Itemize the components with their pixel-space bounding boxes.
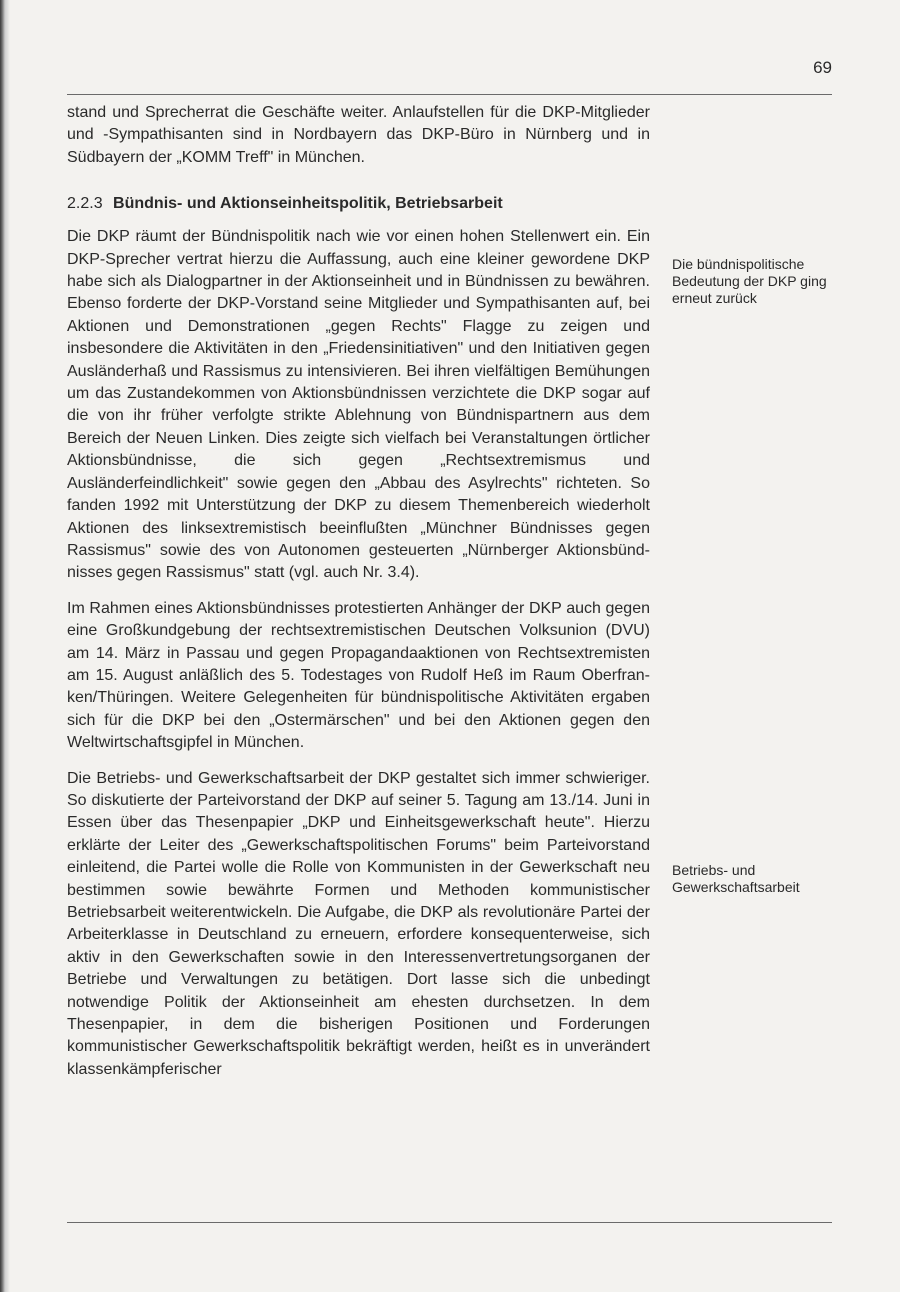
section-heading — [67, 193, 650, 215]
paragraph-aktionsbuendnis: Im Rahmen eines Aktionsbündnisses protestierten Anhänger der DKP auch gegen eine Großkundgebung der rechtsextremistischen Deutschen Volksunion (DVU) am 14. März in Passau und gegen Propagandaaktionen von Rechtsextremisten am 15. August anläßlich des 5. Todestages von Rudolf Heß im Raum Oberfranken/Thüringen. Weitere Gelegenheiten für bündnispolitische Aktivitäten ergaben sich für die DKP bei den „Ostermärschen" und bei den Aktionen gegen den Weltwirtschaftsgipfel in München. — [67, 599, 650, 752]
paragraph-buendnispolitik: Die DKP räumt der Bündnispolitik nach wie vor einen hohen Stellenwert ein. Ein DKP-Sprecher vertrat hierzu die Auffassung, auch eine kleiner gewordene DKP habe sich als Dialogpartner in der Aktionseinheit und in Bündnissen zu bewähren. Ebenso forderte der DKP-Vorstand seine Mitglieder und Sympathisanten auf, bei Aktionen und Demonstrationen „gegen Rechts" Flagge zu zeigen und insbesondere die Aktivitäten in den „Friedensinitiativen" und den Initiativen gegen Ausländerhaß und Rassismus zu intensivieren. Bei ihren vielfältigen Bemühungen um das Zustandekommen von Aktionsbündnissen verzichtete die DKP sogar auf die von ihr früher verfolgte strikte Ablehnung von Bündnispartnern aus dem Bereich der Neuen Linken. Dies zeigte sich vielfach bei Veranstaltungen örtlicher Aktionsbündnisse, die sich gegen „Rechtsextremismus und Ausländerfeindlichkeit" sowie gegen den „Abbau des Asylrechts" richteten. So fanden 1992 mit Unterstützung der DKP zu diesem Themenbereich wiederholt Aktionen des linksextremistisch beeinflußten „Münchner Bündnisses gegen Rassismus" sowie des von Autonomen gesteuerten „Nürnberger Aktionsbündnisses gegen Rassismus" statt (vgl. auch Nr. 3.4). — [67, 228, 650, 582]
top-rule — [67, 94, 832, 95]
page-binding-edge — [0, 0, 10, 1292]
paragraph-betriebsarbeit: Die Betriebs- und Gewerkschaftsarbeit der DKP gestaltet sich immer schwieriger. So diskutierte der Parteivorstand der DKP auf seiner 5. Tagung am 13./14. Juni in Essen über das Thesenpapier „DKP und Einheitsgewerkschaft heute". Hierzu erklärte der Leiter des „Gewerkschaftspolitischen Forums" beim Parteivorstand einleitend, die Partei wolle die Rolle von Kommunisten in der Gewerkschaft neu bestimmen sowie bewährte Formen und Methoden kommunistischer Betriebsarbeit weiterentwickeln. Die Aufgabe, die DKP als revolutionäre Partei der Arbeiterklasse in Deutschland zu erneuern, erfordere konsequenterweise, sich aktiv in den Gewerkschaften sowie in den Interessenvertretungsorganen der Betriebe und Verwaltungen zu betätigen. Dort lasse sich die unbedingt notwendige Politik der Aktionseinheit am ehesten durchsetzen. In dem Thesenpapier, in dem die bisherigen Positionen und Forderungen kommunistischer Gewerkschaftspolitik bekräftigt werden, heißt es in unverändert klassenkämpferischer — [67, 769, 650, 1078]
bottom-rule — [67, 1222, 832, 1223]
main-text-column — [67, 102, 650, 1081]
page-number: 69 — [813, 58, 832, 77]
section-title: Bündnis- und Aktionseinheitspolitik, Betriebsarbeit — [113, 195, 503, 213]
section-number: 2.2.3 — [67, 195, 103, 213]
margin-note-buendnispolitik: Die bündnispolitische Bedeutung der DKP ging erneut zurück — [672, 256, 827, 306]
margin-note-betriebsarbeit: Betriebs- und Gewerkschaftsarbeit — [672, 862, 800, 895]
intro-paragraph: stand und Sprecherrat die Geschäfte weiter. Anlaufstellen für die DKP-Mitglieder und -Sympathisanten sind in Nordbayern das DKP-Büro in Nürnberg und in Südbayern der „KOMM Treff" in München. — [67, 104, 650, 166]
